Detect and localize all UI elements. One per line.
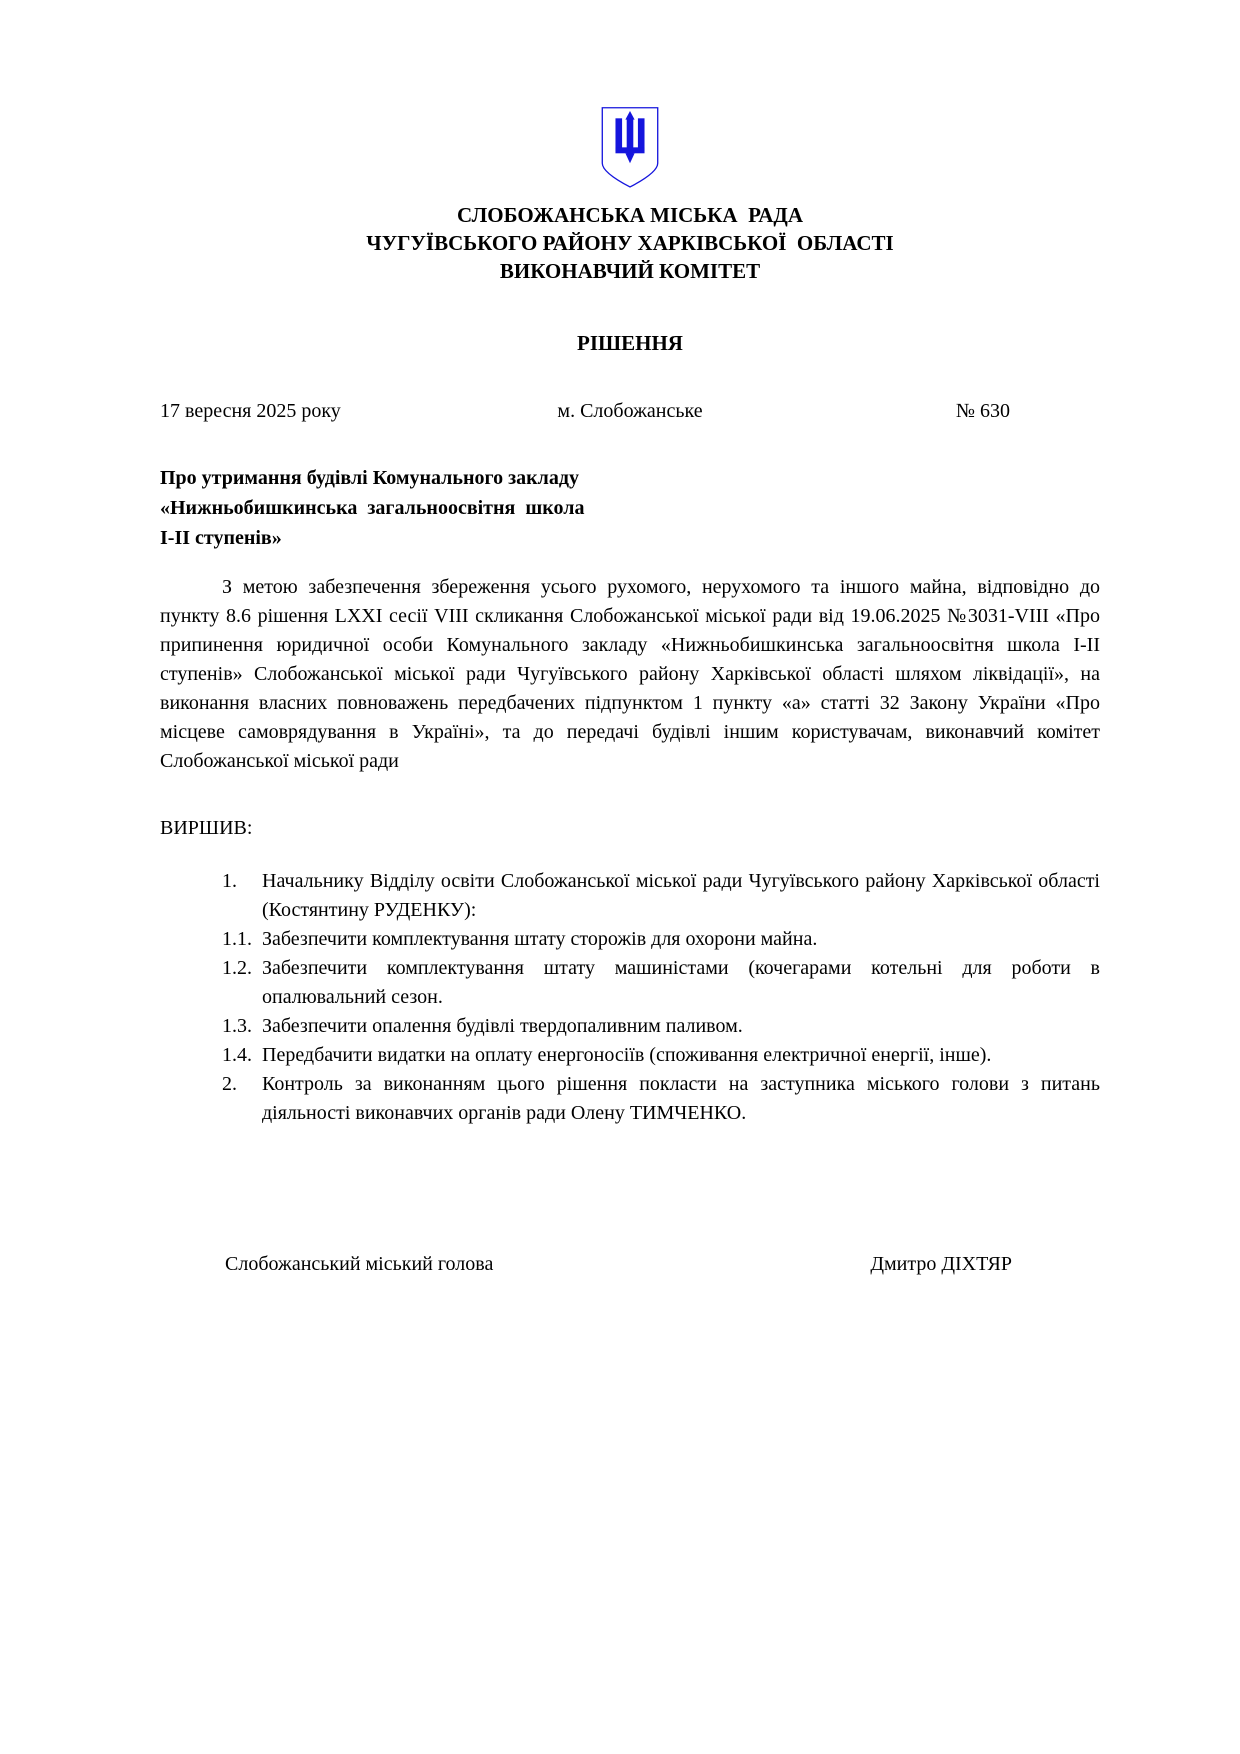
org-name-line-1: СЛОБОЖАНСЬКА МІСЬКА РАДА: [457, 203, 803, 227]
resolved-label: ВИРШИВ:: [160, 817, 253, 839]
signature-title: Слобожанський міський голова: [225, 1253, 494, 1275]
item-number: 1.4.: [222, 1044, 252, 1066]
subject-line-3: І-ІІ ступенів»: [160, 527, 282, 549]
decision-item-1-2: [160, 954, 1100, 1012]
document-type-title: РІШЕННЯ: [577, 331, 683, 355]
org-name-line-3: ВИКОНАВЧИЙ КОМІТЕТ: [499, 259, 761, 283]
decision-item-1-3: [160, 1012, 1100, 1041]
document-date: 17 вересня 2025 року: [160, 400, 341, 422]
signature-row: [160, 1250, 1100, 1278]
decision-item-1: [160, 867, 1100, 925]
preamble-paragraph: З метою забезпечення збереження усього рухомого, нерухомого та іншого майна, відповідно до пункту 8.6 рішення LXXI сесії VIII скликання Слобожанської міської ради від 19.06.2025 №3031-VIII «Про припинення юридичної особи Комунального закладу «Нижньобишкинська загальноосвітня школа І-ІІ ступенів» Слобожанської міської ради Чугуївського району Харківської області шляхом ліквідації», на виконання власних повноважень передбачених підпунктом 1 пункту «а» статті 32 Закону України «Про місцеве самоврядування в Україні», та до передачі будівлі іншим користувачам, виконавчий комітет Слобожанської міської ради: [160, 576, 1100, 772]
item-text: Забезпечити опалення будівлі твердопаливним паливом.: [262, 1015, 743, 1037]
item-number: 1.: [222, 870, 237, 892]
document-number: № 630: [955, 400, 1011, 422]
item-text: Забезпечити комплектування штату сторожів для охорони майна.: [262, 928, 818, 950]
item-text: Забезпечити комплектування штату машиністами (кочегарами котельні для роботи в опалювальний сезон.: [262, 957, 1100, 1008]
subject-block: [160, 463, 1100, 553]
signature-name: Дмитро ДІХТЯР: [870, 1253, 1012, 1275]
org-name-line-2: ЧУГУЇВСЬКОГО РАЙОНУ ХАРКІВСЬКОЇ ОБЛАСТІ: [366, 231, 894, 255]
decision-list: [160, 867, 1100, 1128]
document-place: м. Слобожанське: [557, 400, 703, 422]
item-number: 1.2.: [222, 957, 252, 979]
decision-item-1-4: [160, 1041, 1100, 1070]
decision-item-1-1: [160, 925, 1100, 954]
item-text: Передбачити видатки на оплату енергоносіїв (споживання електричної енергії, інше).: [262, 1044, 992, 1066]
meta-row: [160, 397, 1100, 425]
decision-item-2: [160, 1070, 1100, 1128]
item-number: 1.1.: [222, 928, 252, 950]
trident-icon: [615, 111, 644, 163]
item-number: 1.3.: [222, 1015, 252, 1037]
item-text: Начальнику Відділу освіти Слобожанської міської ради Чугуївського району Харківської області (Костянтину РУДЕНКУ):: [262, 870, 1100, 921]
item-number: 2.: [222, 1073, 237, 1095]
subject-line-2: «Нижньобишкинська загальноосвітня школа: [160, 497, 585, 519]
coat-of-arms-emblem: [597, 105, 663, 195]
subject-line-1: Про утримання будівлі Комунального закладу: [160, 467, 579, 489]
item-text: Контроль за виконанням цього рішення покласти на заступника міського голови з питань діяльності виконавчих органів ради Олену ТИМЧЕНКО.: [262, 1073, 1100, 1124]
